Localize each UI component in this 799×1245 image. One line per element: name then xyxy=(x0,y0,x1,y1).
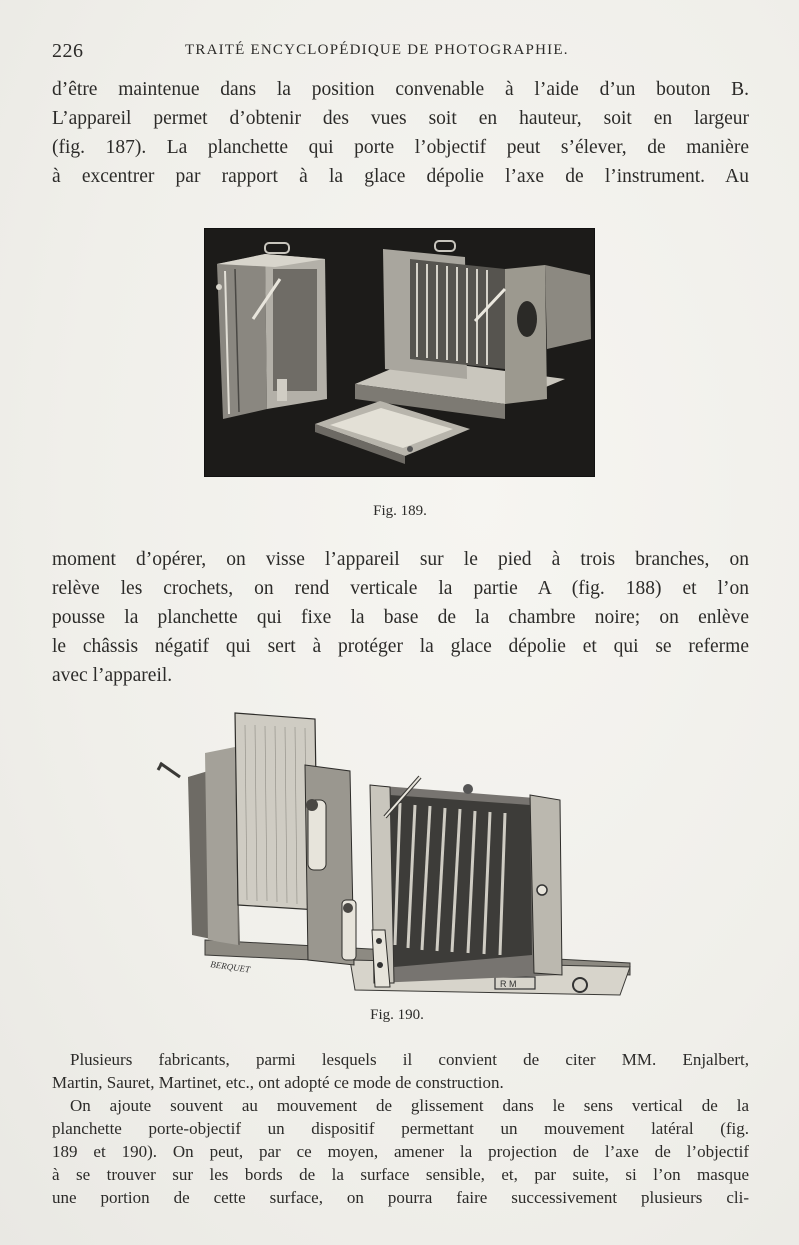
figure-189-illustration xyxy=(205,229,594,476)
text-line: Martin, Sauret, Martinet, etc., ont adopté ce mode de construction. xyxy=(52,1073,504,1092)
text-line: le châssis négatif qui sert à protéger la glace dépolie et qui se referme xyxy=(52,636,749,657)
paragraph-middle xyxy=(52,545,749,690)
text-line: une portion de cette surface, on pourra faire successivement plusieurs cli- xyxy=(52,1188,749,1207)
text-line: moment d’opérer, on visse l’appareil sur le pied à trois branches, on xyxy=(52,549,749,570)
text-line: pousse la planchette qui fixe la base de la chambre noire; on enlève xyxy=(52,607,749,628)
text-line: (fig. 187). La planchette qui porte l’objectif peut s’élever, de manière xyxy=(52,137,749,158)
figure-190-illustration xyxy=(150,705,645,1000)
figure-190-caption: Fig. 190. xyxy=(370,1007,424,1023)
running-title: TRAITÉ ENCYCLOPÉDIQUE DE PHOTOGRAPHIE. xyxy=(185,42,569,58)
plate-mark: R M xyxy=(500,979,517,989)
figure-189-caption: Fig. 189. xyxy=(373,503,427,519)
figure-190-engraving xyxy=(150,705,645,1000)
page-number: 226 xyxy=(52,40,84,62)
text-line: relève les crochets, on rend verticale la partie A (fig. 188) et l’on xyxy=(52,578,749,599)
figure-189-engraving xyxy=(204,228,595,477)
text-line: à excentrer par rapport à la glace dépolie l’axe de l’instrument. Au xyxy=(52,166,749,187)
page-header xyxy=(52,38,752,64)
text-line: à se trouver sur les bords de la surface sensible, et, par suite, si l’on masque xyxy=(52,1165,749,1184)
engraver-signature: BERQUET xyxy=(209,959,251,975)
paragraph-bottom xyxy=(52,1048,749,1209)
text-line: avec l’appareil. xyxy=(52,665,173,686)
text-line: Plusieurs fabricants, parmi lesquels il convient de citer MM. Enjalbert, xyxy=(70,1050,749,1069)
text-line: L’appareil permet d’obtenir des vues soit en hauteur, soit en largeur xyxy=(52,108,749,129)
paragraph-top xyxy=(52,75,749,191)
folded-camera-drawing xyxy=(216,243,327,419)
text-line: 189 et 190). On peut, par ce moyen, amener la projection de l’axe de l’objectif xyxy=(52,1142,749,1161)
text-line: d’être maintenue dans la position convenable à l’aide d’un bouton B. xyxy=(52,79,749,100)
text-line: planchette porte-objectif un dispositif permettant un mouvement latéral (fig. xyxy=(52,1119,749,1138)
text-line: On ajoute souvent au mouvement de glissement dans le sens vertical de la xyxy=(70,1096,749,1115)
